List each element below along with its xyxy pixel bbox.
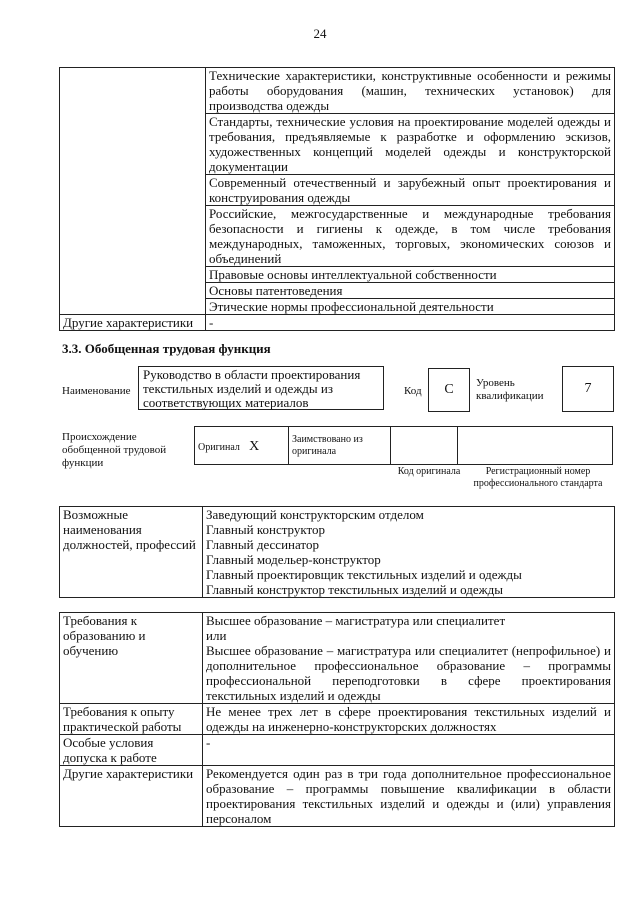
reg-number-label: Регистрационный номер профессионального стандарта xyxy=(473,466,603,489)
origin-label: Происхождение обобщенной трудовой функции xyxy=(62,431,167,469)
position-item: Заведующий конструкторским отделом xyxy=(206,507,424,522)
original-label: Оригинал xyxy=(198,441,240,453)
level-value-box: 7 xyxy=(562,366,614,412)
special-conditions-value: - xyxy=(203,735,615,766)
level-label: Уровень квалификации xyxy=(476,377,544,402)
position-item: Главный модельер-конструктор xyxy=(206,552,381,567)
code-original-cell xyxy=(391,427,458,465)
knowledge-item: Российские, межгосударственные и международные требования безопасности и гигиены к одежде, в том числе требования международных, таможенных, торговых, экономических союзов и объединений xyxy=(206,206,615,267)
positions-list xyxy=(203,507,615,598)
education-line: Высшее образование – магистратура или специалитет (непрофильное) и дополнительное профессиональное образование – программы профессиональной переподготовки в сфере проектирования текстильных изделий и одежды xyxy=(206,643,611,703)
knowledge-item: Современный отечественный и зарубежный опыт проектирования и конструирования одежды xyxy=(206,175,615,206)
origin-table xyxy=(194,426,613,465)
education-line: Высшее образование – магистратура или специалитет xyxy=(206,613,506,628)
section-title: 3.3. Обобщенная трудовая функция xyxy=(62,341,271,356)
position-item: Главный конструктор xyxy=(206,522,326,537)
other-characteristics-value: - xyxy=(206,315,615,331)
other-characteristics-label: Другие характеристики xyxy=(60,315,206,331)
knowledge-item: Стандарты, технические условия на проектирование моделей одежды и требования, предъявляемые к разработке и оформлению эскизов, художественных концепций моделей одежды и конструкторской документации xyxy=(206,114,615,175)
education-value xyxy=(203,613,615,704)
education-line: или xyxy=(206,628,227,643)
knowledge-item: Технические характеристики, конструктивные особенности и режимы работы оборудования (машин, технических установок) для производства одежды xyxy=(206,68,615,114)
requirements-table xyxy=(59,612,615,827)
code-original-label: Код оригинала xyxy=(397,466,461,477)
other-characteristics-label: Другие характеристики xyxy=(60,766,203,827)
code-label: Код xyxy=(404,385,422,397)
knowledge-item: Правовые основы интеллектуальной собственности xyxy=(206,267,615,283)
special-conditions-label: Особые условия допуска к работе xyxy=(60,735,203,766)
position-item: Главный дессинатор xyxy=(206,537,319,552)
function-name-box: Руководство в области проектирования текстильных изделий и одежды из соответствующих материалов xyxy=(138,366,384,410)
knowledge-table xyxy=(59,67,615,331)
name-label: Наименование xyxy=(62,385,131,397)
reg-number-cell xyxy=(458,427,613,465)
experience-value: Не менее трех лет в сфере проектирования текстильных изделий и одежды на инженерно-конструкторских должностях xyxy=(203,704,615,735)
knowledge-item: Основы патентоведения xyxy=(206,283,615,299)
experience-label: Требования к опыту практической работы xyxy=(60,704,203,735)
knowledge-label-cell xyxy=(60,68,206,315)
borrowed-label: Заимствовано из оригинала xyxy=(289,427,391,465)
positions-label: Возможные наименования должностей, профессий xyxy=(60,507,203,598)
original-cell xyxy=(195,427,289,465)
position-item: Главный проектировщик текстильных изделий и одежды xyxy=(206,567,522,582)
original-mark: X xyxy=(249,438,260,454)
knowledge-item: Этические нормы профессиональной деятельности xyxy=(206,299,615,315)
positions-table xyxy=(59,506,615,598)
code-value-box: C xyxy=(428,368,470,412)
page-number: 24 xyxy=(313,26,327,41)
education-label: Требования к образованию и обучению xyxy=(60,613,203,704)
other-characteristics-value: Рекомендуется один раз в три года дополнительное профессиональное образование – программы повышение квалификации в области проектирования текстильных изделий и одежды и (или) управления персоналом xyxy=(203,766,615,827)
position-item: Главный конструктор текстильных изделий и одежды xyxy=(206,582,503,597)
